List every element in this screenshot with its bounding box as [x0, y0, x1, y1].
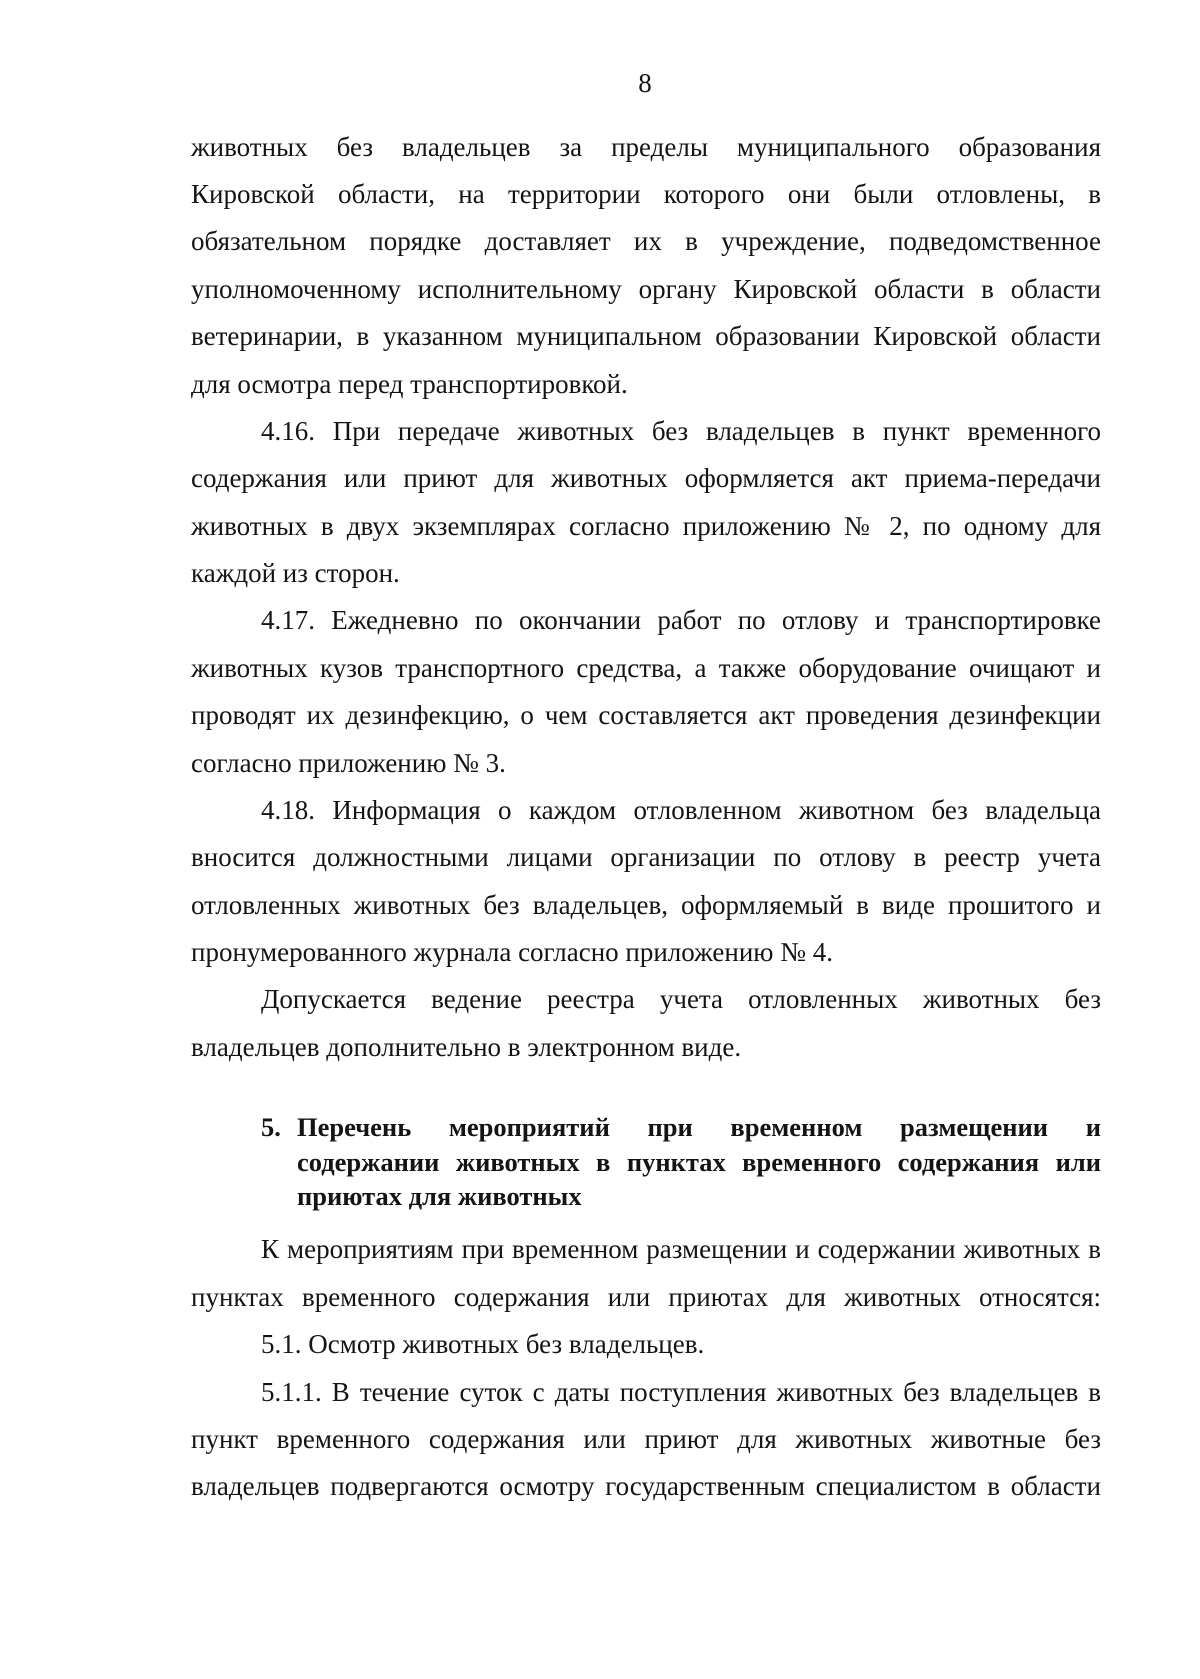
text-line: каждой из сторон.: [191, 558, 400, 588]
paragraph-first-line: 5.1. Осмотр животных без владельцев.: [261, 1329, 705, 1359]
section-heading-line: содержании животных в пунктах временного содержания или: [297, 1147, 1101, 1177]
paragraph-first-line: 4.17. Ежедневно по окончании работ по отлову и транспортировке: [261, 605, 1101, 635]
text-line: обязательном порядке доставляет их в учреждение, подведомственное: [191, 226, 1101, 256]
text-line: ветеринарии, в указанном муниципальном образовании Кировской области: [191, 321, 1101, 351]
paragraph-first-line: Допускается ведение реестра учета отловленных животных без: [261, 984, 1101, 1014]
text-line: согласно приложению № 3.: [191, 748, 506, 778]
paragraph-first-line: К мероприятиям при временном размещении и содержании животных в: [261, 1234, 1101, 1264]
text-line: владельцев дополнительно в электронном виде.: [191, 1032, 742, 1062]
text-line: проводят их дезинфекцию, о чем составляется акт проведения дезинфекции: [191, 700, 1101, 730]
section-heading-line: Перечень мероприятий при временном размещении и: [297, 1112, 1101, 1142]
text-line: пункт временного содержания или приют для животных животные без: [191, 1424, 1101, 1454]
text-line: Кировской области, на территории которого они были отловлены, в: [191, 179, 1101, 209]
section-heading-line: приютах для животных: [297, 1181, 582, 1211]
paragraph-first-line: 4.16. При передаче животных без владельцев в пункт временного: [261, 416, 1101, 446]
text-line: содержания или приют для животных оформляется акт приема-передачи: [191, 463, 1101, 493]
text-line: владельцев подвергаются осмотру государственным специалистом в области: [191, 1471, 1101, 1501]
paragraph-first-line: 4.18. Информация о каждом отловленном животном без владельца: [261, 795, 1101, 825]
text-line: уполномоченному исполнительному органу Кировской области в области: [191, 274, 1101, 304]
text-line: для осмотра перед транспортировкой.: [191, 369, 628, 399]
text-line: отловленных животных без владельцев, оформляемый в виде прошитого и: [191, 890, 1101, 920]
paragraph-first-line: 5.1.1. В течение суток с даты поступления животных без владельцев в: [261, 1377, 1101, 1407]
text-line: вносится должностными лицами организации по отлову в реестр учета: [191, 842, 1101, 872]
text-line: животных в двух экземплярах согласно приложению № 2, по одному для: [191, 511, 1101, 541]
text-line: пунктах временного содержания или приютах для животных относятся:: [191, 1282, 1101, 1312]
text-line: пронумерованного журнала согласно приложению № 4.: [191, 937, 833, 967]
text-line: животных кузов транспортного средства, а также оборудование очищают и: [191, 653, 1101, 683]
text-line: животных без владельцев за пределы муниципального образования: [191, 132, 1101, 162]
section-heading-number: 5.: [261, 1112, 281, 1142]
page-number: 8: [638, 68, 652, 98]
